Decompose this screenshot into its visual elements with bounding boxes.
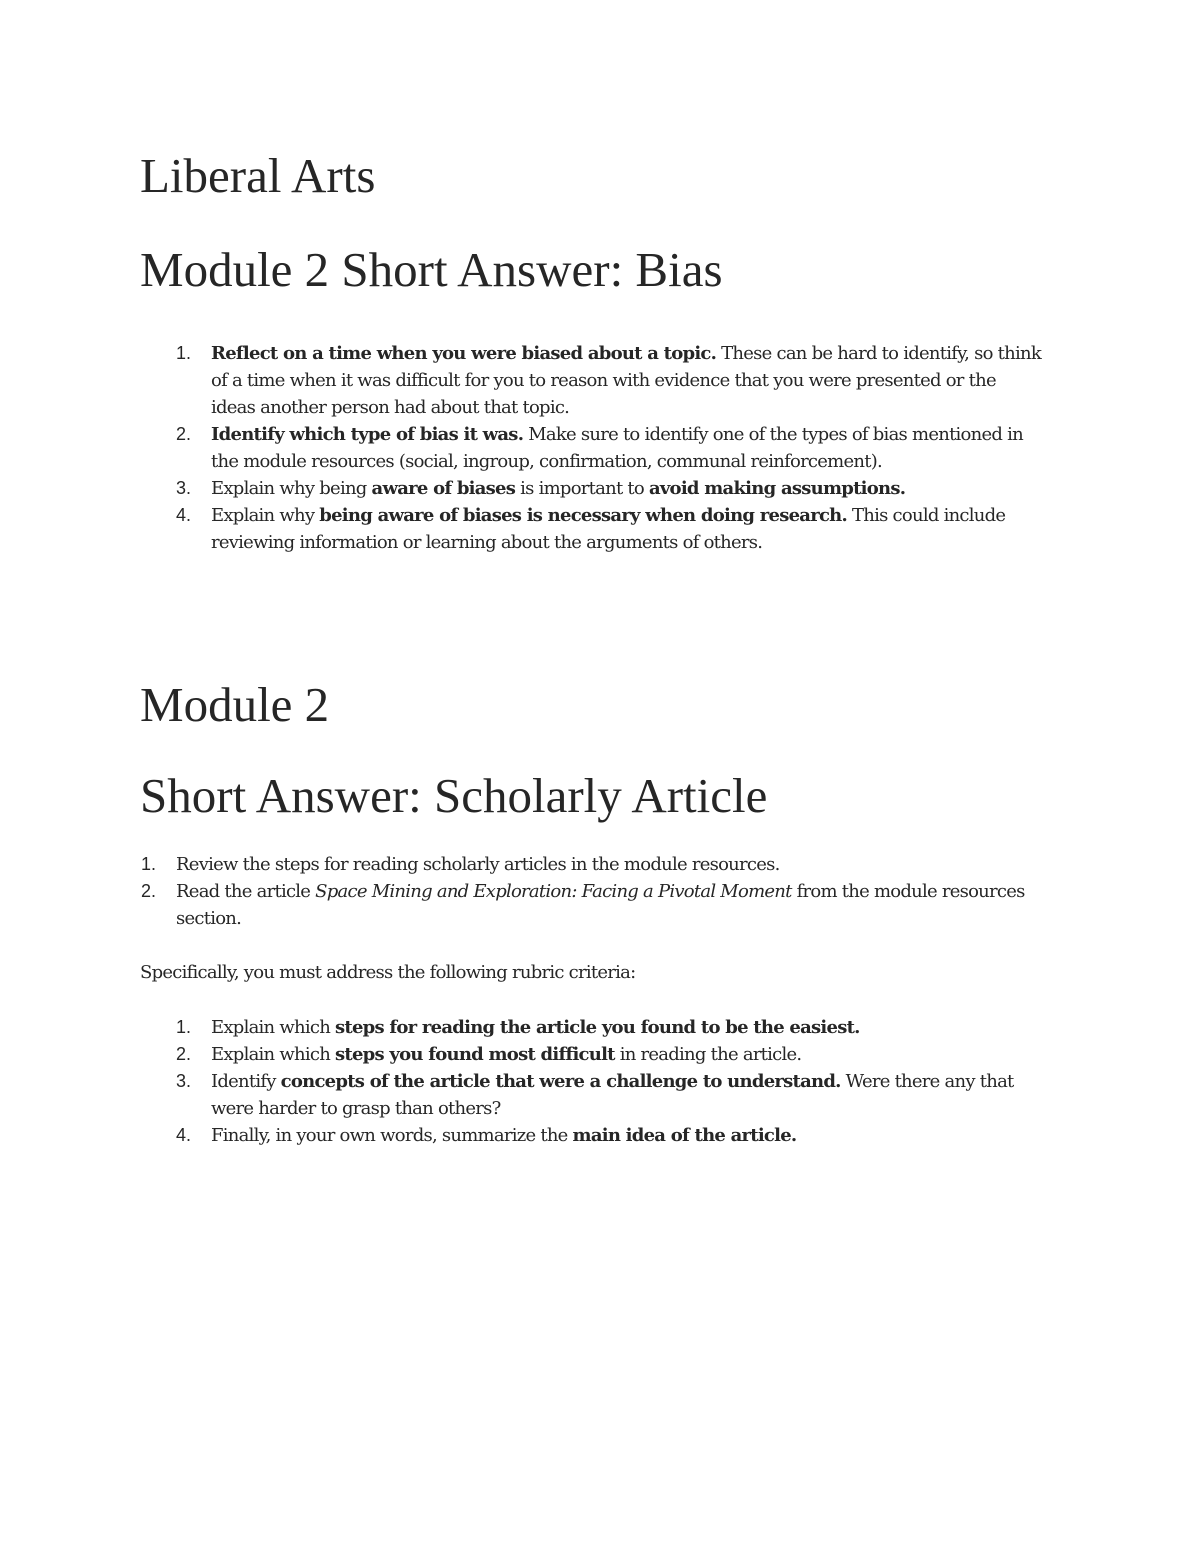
bold-phrase: being aware of biases is necessary when doing research. bbox=[319, 505, 848, 526]
reading-steps-list bbox=[141, 851, 1046, 932]
item-text: Were there any that were harder to grasp than others? bbox=[211, 1071, 1014, 1119]
item-text: from the module resources section. bbox=[176, 881, 1025, 929]
bold-phrase: steps you found most difficult bbox=[335, 1044, 615, 1065]
list-number: 1. bbox=[141, 854, 157, 874]
list-number: 3. bbox=[176, 478, 192, 498]
bold-phrase: aware of biases bbox=[371, 478, 516, 499]
list-number: 1. bbox=[176, 1017, 192, 1037]
article-section-module-label: Module 2 bbox=[140, 677, 330, 732]
item-text: Explain which bbox=[211, 1044, 336, 1065]
article-section-title: Short Answer: Scholarly Article bbox=[140, 768, 768, 823]
list-item bbox=[176, 1068, 1041, 1122]
item-text: is important to bbox=[515, 478, 649, 499]
list-item bbox=[176, 421, 1041, 475]
item-text: in reading the article. bbox=[614, 1044, 802, 1065]
article-title: Space Mining and Exploration: Facing a Pivotal Moment bbox=[315, 881, 792, 902]
list-number: 2. bbox=[176, 424, 192, 444]
item-text: Read the article bbox=[176, 881, 316, 902]
list-item bbox=[176, 340, 1042, 421]
item-text: Identify bbox=[211, 1071, 281, 1092]
item-text: Explain why being bbox=[211, 478, 372, 499]
bold-phrase: Reflect on a time when you were biased about a topic. bbox=[211, 343, 717, 364]
bold-phrase: steps for reading the article you found to be the easiest. bbox=[335, 1017, 860, 1038]
list-item bbox=[176, 1041, 1041, 1068]
list-item bbox=[176, 1014, 1041, 1041]
bias-question-list bbox=[176, 340, 1042, 556]
item-text: These can be hard to identify, so think of a time when it was difficult for you to reason with evidence that you were presented or the ideas another person had about that topic. bbox=[211, 343, 1042, 418]
item-text: Finally, in your own words, summarize the bbox=[211, 1125, 573, 1146]
item-text: This could include reviewing information or learning about the arguments of others. bbox=[211, 505, 1006, 553]
rubric-intro: Specifically, you must address the following rubric criteria: bbox=[140, 962, 636, 983]
rubric-criteria-list bbox=[176, 1014, 1041, 1149]
bold-phrase: avoid making assumptions. bbox=[648, 478, 906, 499]
list-number: 4. bbox=[176, 1125, 192, 1145]
item-text: Explain why bbox=[211, 505, 320, 526]
bold-phrase: main idea of the article. bbox=[572, 1125, 797, 1146]
list-item bbox=[176, 1122, 1041, 1149]
list-item bbox=[176, 502, 1041, 556]
list-number: 2. bbox=[176, 1044, 192, 1064]
list-number: 2. bbox=[141, 881, 157, 901]
bold-phrase: Identify which type of bias it was. bbox=[211, 424, 524, 445]
item-text: Explain which bbox=[211, 1017, 336, 1038]
list-item bbox=[141, 851, 1046, 878]
bold-phrase: concepts of the article that were a challenge to understand. bbox=[280, 1071, 841, 1092]
list-item bbox=[141, 878, 1046, 932]
bias-section-title: Module 2 Short Answer: Bias bbox=[140, 242, 723, 297]
list-number: 3. bbox=[176, 1071, 192, 1091]
item-text: Review the steps for reading scholarly articles in the module resources. bbox=[176, 854, 780, 875]
item-text: Make sure to identify one of the types of bias mentioned in the module resources (social, ingroup, confirmation, communal reinforcement). bbox=[211, 424, 1023, 472]
list-item bbox=[176, 475, 1041, 502]
course-title: Liberal Arts bbox=[140, 148, 376, 203]
list-number: 1. bbox=[176, 343, 192, 363]
list-number: 4. bbox=[176, 505, 192, 525]
